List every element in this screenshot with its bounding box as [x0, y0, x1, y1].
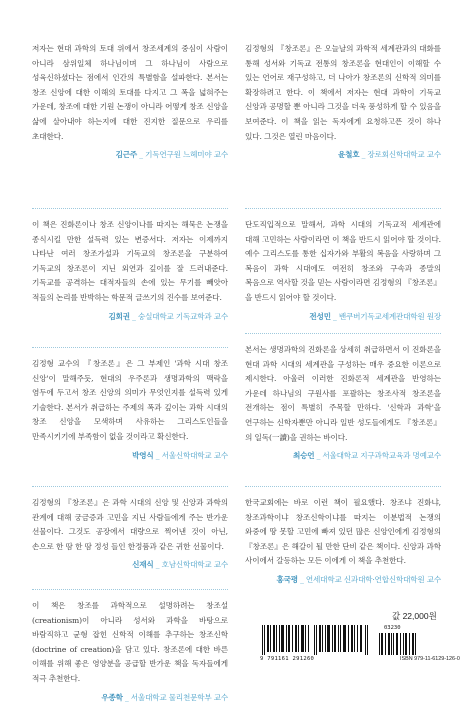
reviewer-affiliation: 숭실대학교 기독교학과 교수 — [137, 311, 228, 321]
reviewer-name: 우종학 — [101, 692, 123, 702]
addon-digits: 03230 — [384, 625, 401, 631]
reviewer-name: 전성민 — [309, 311, 331, 321]
reviewer-affiliation: 호남신학대학교 교수 — [161, 560, 228, 570]
isbn-barcode — [260, 625, 460, 665]
reviewer-name: 김회권 — [108, 311, 130, 321]
review-kim-hoekwon — [32, 218, 228, 322]
review-text: 이 책은 진화론이나 창조 신앙이나를 따지는 해묵은 논쟁을 종식시킬 만한 설득력 있는 변증서다. 저자는 이제까지 나타난 여러 창조가설과 기독교의 창조론을 구분하여 기독교의 창조론이 지닌 외연과 깊이를 잘 드러내준다. 기독교를 공격하는 대적자들의 손에 있는 무기를 빼앗아 적들의 논리를 반박하는 학문적 글쓰기의 진수를 보여준다. — [32, 220, 228, 302]
reviewer-affiliation: 서울대학교 물리천문학부 교수 — [130, 692, 228, 702]
reviewer-name: 최승언 — [292, 451, 315, 461]
review-text: 한국교회에는 바로 이런 책이 필요했다. 창조냐 진화냐, 창조과학이냐 창조신학이냐를 따지는 이분법적 논쟁의 와중에 땅 못할 고민에 빠져 있던 많은 신앙인에게 김정형의 『창조론』은 해갈이 될 만한 단비 같은 책이다. 신앙과 과학 사이에서 갈등하는 모든 이에게 이 책을 추천한다. — [245, 498, 441, 566]
review-choi-seungeon — [245, 343, 441, 461]
review-attribution: 최승언 _ 서울대학교 지구과학교육과 명예교수 — [292, 451, 441, 461]
review-attribution: 김회권 _ 숭실대학교 기독교학과 교수 — [108, 311, 228, 321]
divider — [245, 333, 441, 334]
review-attribution: 윤철호 _ 장로회신학대학교 교수 — [337, 150, 441, 160]
barcode-icon — [260, 625, 372, 655]
divider — [245, 208, 441, 209]
review-text: 이 책은 창조를 과학적으로 설명하려는 창조설(creationism)이 아니라 성서와 과학을 바탕으로 바람직하고 균형 잡힌 신학적 이해를 추구하는 창조신학(doctrine of creation)을 담고 있다. 창조론에 대한 바른 이해를 위해 좋은 영양분을 공급할 반가운 책을 독자들에게 적극 추천한다. — [32, 601, 228, 683]
review-shin-jaesik — [32, 496, 228, 570]
divider — [32, 589, 228, 590]
reviewer-name: 홍국평 — [276, 574, 298, 584]
price-label: 값 22,000원 — [392, 611, 437, 621]
review-yoon-cheolho — [245, 42, 441, 160]
review-hong-kukpyung — [245, 496, 441, 585]
isbn-text: ISBN 979-11-6129-126-0 — [400, 656, 460, 662]
review-text: 저자는 현대 과학의 토대 위에서 창조세계의 중심이 사람이 아니라 삼위일체 하나님이며 그 하나님이 사람으로 성육신하셨다는 점에서 인간의 특별함을 설파한다. 본서는 창조 신앙에 대한 이해의 토대를 다지고 그 폭을 넓혀주는 가운데, 창조에 대한 기원 논쟁이 아니라 어떻게 창조 신앙을 삶에 살아내야 하는지에 대한 진지한 질문으로 우리를 초대한다. — [32, 44, 228, 141]
addon-barcode-icon — [378, 633, 418, 655]
reviewer-affiliation: 기독연구원 느헤미야 교수 — [145, 150, 228, 160]
reviewer-affiliation: 서울신학대학교 교수 — [161, 450, 228, 460]
review-text: 본서는 생명과학의 진화론을 상세히 취급하면서 이 진화론을 현대 과학 시대의 세계관을 구성하는 매우 중요한 이론으로 제시한다. 아울러 이러한 진화론적 세계관을 반영하는 가운데 하나님의 구원사를 포괄하는 창조사적 창조론을 전개하는 점이 특별히 주목할 만하다. '신학과 과학'을 연구하는 신학자뿐만 아니라 일반 성도들에게도 『창조론』의 일독(一讀)을 권하는 바이다. — [245, 345, 441, 442]
review-text: 단도직입적으로 말해서, 과학 시대의 기독교적 세계관에 대해 고민하는 사람이라면 이 책을 반드시 읽어야 할 것이다. 예수 그리스도를 통한 십자가와 부활의 복음을 사랑하며 그 복음이 과학 시대에도 여전히 창조와 구속과 종말의 복음으로 역사할 것을 믿는 사람이라면 김정형의 『창조론』을 반드시 읽어야 할 것이다. — [245, 220, 441, 302]
reviewer-name: 신재식 — [132, 560, 154, 570]
reviewer-name: 박영식 — [132, 450, 154, 460]
review-kim-geunju — [32, 42, 228, 160]
reviewer-affiliation: 서울대학교 지구과학교육과 명예교수 — [322, 451, 441, 461]
review-text: 김정형 교수의 『창조론』은 그 부제인 '과학 시대 창조 신앙'이 말해주듯, 현대의 우주론과 생명과학의 맥락을 염두에 두고서 창조 신앙의 의미가 무엇인지를 설득력 있게 기술한다. 본서가 취급하는 주제의 폭과 깊이는 과학 시대의 창조 신앙을 모색하며 사유하는 그리스도인들을 만족시키기에 부족함이 없을 것이라고 확신한다. — [32, 359, 228, 441]
divider — [32, 208, 228, 209]
reviewer-affiliation: 밴쿠버기독교세계관대학원 원장 — [338, 311, 441, 321]
review-attribution: 김근주 _ 기독연구원 느헤미야 교수 — [115, 150, 228, 160]
reviewer-name: 김근주 — [115, 150, 138, 160]
reviewer-affiliation: 장로회신학대학교 교수 — [367, 150, 441, 160]
barcode-digits: 9 791161 291260 — [260, 656, 315, 662]
review-attribution: 전성민 _ 밴쿠버기독교세계관대학원 원장 — [309, 311, 441, 321]
review-text: 김정형의 『창조론』은 과학 시대의 신앙 및 신앙과 과학의 관계에 대해 궁금증과 고민을 지닌 사람들에게 주는 반가운 선물이다. 그것도 공장에서 대량으로 찍어낸 것이 아닌, 손으로 한 땀 한 땀 정성 들인 한정품과 같은 귀한 선물이다. — [32, 498, 228, 551]
review-attribution: 우종학 _ 서울대학교 물리천문학부 교수 — [101, 692, 228, 702]
review-text: 김정형의 『창조론』은 오늘날의 과학적 세계관과의 대화를 통해 성서와 기독교 전통의 창조론을 현대인이 이해할 수 있는 언어로 재구성하고, 더 나아가 창조론의 신학적 의미를 확장하려고 한다. 이 책에서 저자는 현대 과학이 기독교 신앙과 공명할 뿐 아니라 그것을 더욱 풍성하게 할 수 있음을 보여준다. 이 책을 읽는 독자에게 요청하고픈 것이 하나 있다. 그것은 열린 마음이다. — [245, 44, 441, 141]
review-jeon-seongmin — [245, 218, 441, 322]
review-attribution: 홍국평 _ 연세대학교 신과대학·연합신학대학원 교수 — [276, 574, 441, 584]
divider — [32, 486, 228, 487]
review-woo-jonghak — [32, 599, 228, 703]
review-park-youngsik — [32, 357, 228, 461]
reviewer-name: 윤철호 — [337, 150, 360, 160]
reviewer-affiliation: 연세대학교 신과대학·연합신학대학원 교수 — [305, 574, 441, 584]
divider — [245, 486, 441, 487]
review-attribution: 박영식 _ 서울신학대학교 교수 — [132, 450, 228, 460]
review-attribution: 신재식 _ 호남신학대학교 교수 — [132, 560, 228, 570]
divider — [32, 347, 228, 348]
